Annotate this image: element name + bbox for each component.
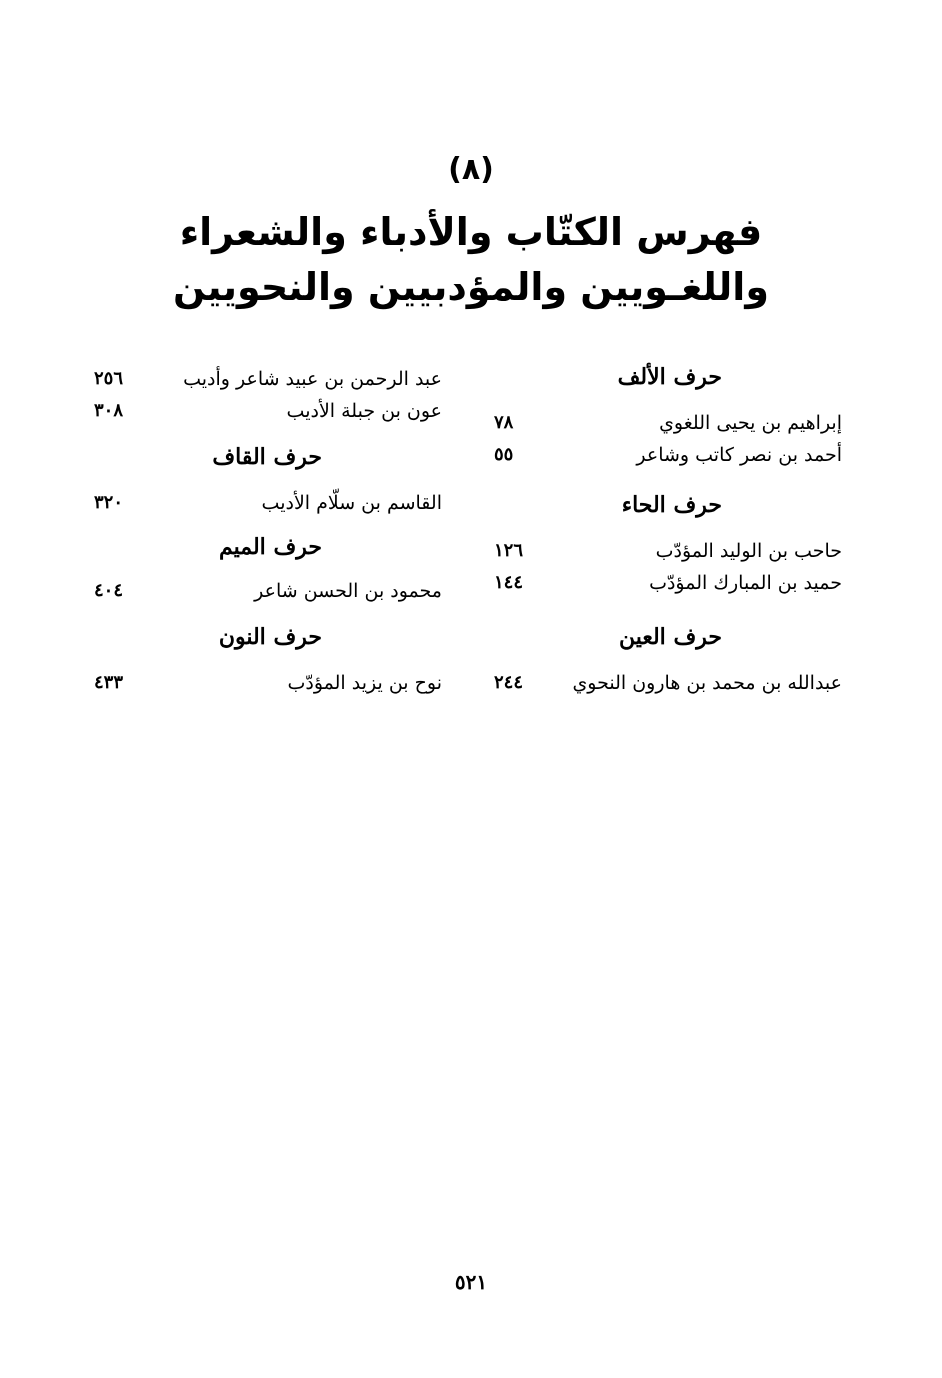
entry-name: عون بن جبلة الأديب [286,400,442,422]
index-entry [86,362,442,396]
index-entry [486,666,842,700]
entry-name: نوح بن يزيد المؤدّب [287,672,442,694]
letter-heading-qaf: حرف القاف [212,444,322,470]
entry-page: ٣٠٨ [94,400,124,421]
section-number: (٨) [448,152,494,187]
index-entry [486,406,842,440]
entry-page: ٤٠٤ [94,580,124,601]
entry-page: ٢٥٦ [94,368,124,389]
index-entry [486,566,842,600]
index-entry [86,486,442,520]
index-entry [86,666,442,700]
entry-page: ٧٨ [494,412,514,433]
entry-name: القاسم بن سلّام الأديب [261,492,442,514]
index-entry [86,574,442,608]
letter-heading-nun: حرف النون [218,624,322,650]
entry-page: ١٤٤ [494,572,524,593]
index-title-line-1: فهرس الكتّاب والأدباء والشعراء [179,210,763,254]
entry-page: ٢٤٤ [494,672,524,693]
letter-heading-ain: حرف العين [618,624,722,650]
index-title-line-2: واللغـويين والمؤدبيين والنحويين [173,265,769,309]
entry-name: إبراهيم بن يحيى اللغوي [659,412,842,434]
entry-page: ١٢٦ [494,540,524,561]
entry-name: حاحب بن الوليد المؤدّب [655,540,842,562]
entry-name: حميد بن المبارك المؤدّب [649,572,842,594]
entry-name: أحمد بن نصر كاتب وشاعر [636,444,842,466]
letter-heading-mim: حرف الميم [218,534,322,560]
entry-name: عبدالله بن محمد بن هارون النحوي [572,672,842,694]
entry-name: محمود بن الحسن شاعر [254,580,442,602]
index-entry [86,394,442,428]
letter-heading-alif: حرف الألف [617,364,722,390]
entry-page: ٥٥ [494,444,514,465]
letter-heading-ha: حرف الحاء [621,492,722,518]
entry-page: ٤٣٣ [94,672,124,693]
index-entry [486,438,842,472]
page-number: ٥٢١ [454,1270,488,1294]
index-entry [486,534,842,568]
entry-name: عبد الرحمن بن عبيد شاعر وأديب [183,368,442,390]
entry-page: ٣٢٠ [94,492,124,513]
